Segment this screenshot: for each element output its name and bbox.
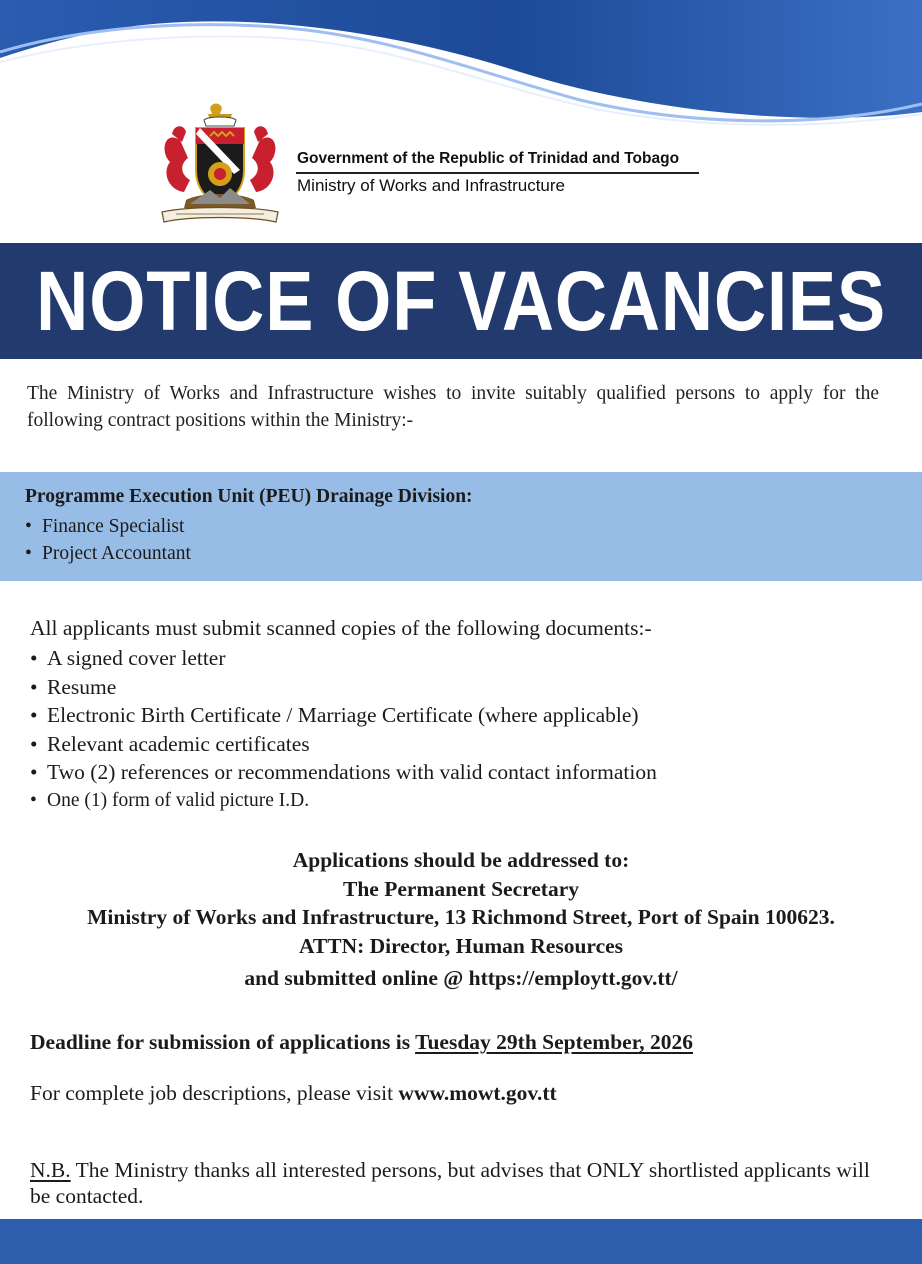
page-title: NOTICE OF VACANCIES bbox=[36, 253, 886, 348]
address-line-4: ATTN: Director, Human Resources bbox=[298, 934, 624, 958]
list-item: • Resume bbox=[30, 674, 117, 699]
deadline-text bbox=[30, 1030, 693, 1055]
position-label: Project Accountant bbox=[42, 543, 191, 564]
nb-label: N.B. bbox=[30, 1158, 71, 1182]
position-label: Finance Specialist bbox=[42, 516, 185, 537]
nb-text: The Ministry thanks all interested persons, but advises that ONLY shortlisted applicants will be contacted. bbox=[30, 1158, 870, 1208]
list-item: • Relevant academic certificates bbox=[30, 731, 310, 756]
address-line-3: Ministry of Works and Infrastructure, 13 Richmond Street, Port of Spain 100623. bbox=[87, 905, 835, 929]
list-item: • One (1) form of valid picture I.D. bbox=[30, 789, 310, 811]
documents-list bbox=[30, 644, 657, 816]
list-item: • Electronic Birth Certificate / Marriage Certificate (where applicable) bbox=[30, 703, 639, 728]
list-item: • A signed cover letter bbox=[30, 646, 226, 670]
title-banner bbox=[0, 243, 922, 359]
document-label: Electronic Birth Certificate / Marriage Certificate (where applicable) bbox=[47, 703, 639, 728]
document-label: Resume bbox=[47, 674, 117, 699]
intro-paragraph: The Ministry of Works and Infrastructure wishes to invite suitably qualified persons to apply for the following contract positions within the Ministry:- bbox=[27, 383, 879, 431]
nb-note bbox=[30, 1157, 890, 1209]
coat-of-arms-logo bbox=[150, 100, 290, 232]
deadline-label: Deadline for submission of applications is bbox=[30, 1030, 416, 1054]
positions-list bbox=[25, 513, 191, 567]
online-submission-link[interactable]: and submitted online @ https://employtt.gov.tt/ bbox=[244, 966, 678, 990]
list-item: • Project Accountant bbox=[25, 543, 191, 564]
document-label: Two (2) references or recommendations with valid contact information bbox=[47, 760, 657, 785]
list-item: • Finance Specialist bbox=[25, 516, 185, 537]
positions-heading: Programme Execution Unit (PEU) Drainage Division: bbox=[25, 486, 473, 507]
address-line-2: The Permanent Secretary bbox=[342, 877, 580, 901]
document-label: A signed cover letter bbox=[47, 646, 226, 670]
header-divider bbox=[296, 172, 699, 174]
footer-bar bbox=[0, 1219, 922, 1264]
deadline-date: Tuesday 29th September, 2026 bbox=[415, 1030, 694, 1054]
document-label: One (1) form of valid picture I.D. bbox=[47, 789, 310, 811]
ministry-name: Ministry of Works and Infrastructure bbox=[297, 176, 565, 195]
document-label: Relevant academic certificates bbox=[47, 731, 310, 756]
visit-label: For complete job descriptions, please visit bbox=[30, 1081, 399, 1105]
header-wave bbox=[0, 0, 922, 130]
government-name: Government of the Republic of Trinidad and Tobago bbox=[297, 150, 680, 167]
address-line-1: Applications should be addressed to: bbox=[292, 848, 630, 872]
job-description-note bbox=[30, 1081, 557, 1106]
website-link[interactable]: www.mowt.gov.tt bbox=[398, 1081, 557, 1105]
documents-heading: All applicants must submit scanned copies of the following documents:- bbox=[30, 616, 652, 640]
list-item: • Two (2) references or recommendations with valid contact information bbox=[30, 760, 657, 785]
